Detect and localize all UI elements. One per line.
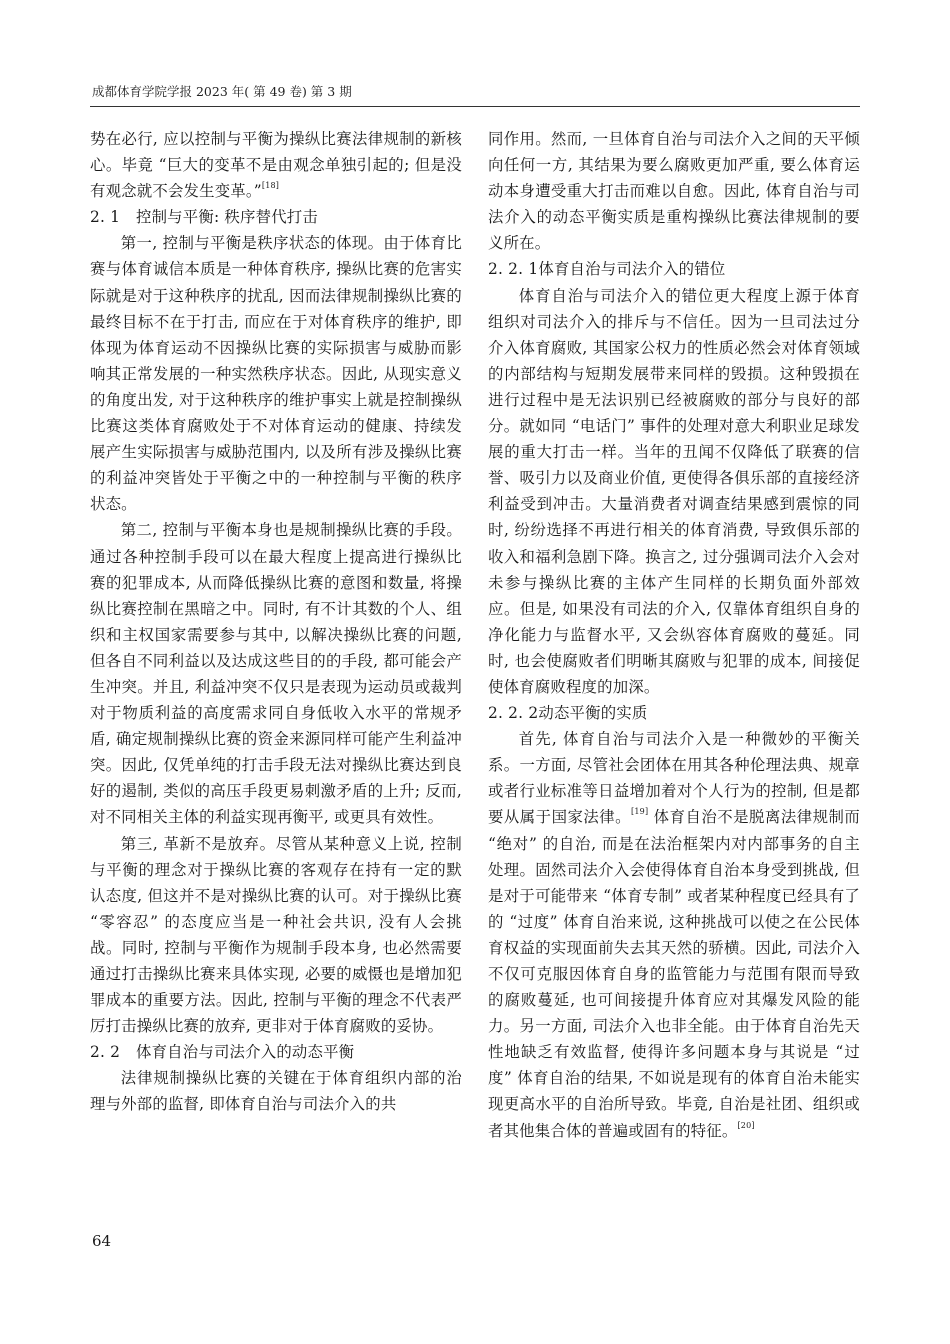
- journal-header: 成都体育学院学报 2023 年( 第 49 卷) 第 3 期: [92, 84, 352, 99]
- citation[interactable]: [19]: [631, 807, 649, 817]
- paragraph: 第三, 革新不是放弃。尽管从某种意义上说, 控制与平衡的理念对于操纵比赛的客观存在持有一定的默认态度, 但这并不是对操纵比赛的认可。对于操纵比赛 “零容忍” 的态度应当是一种社会共识, 没有人会挑战。同时, 控制与平衡作为规制手段本身, 也必然需要通过打击操纵比赛来具体实现, 必要的威慑也是增加犯罪成本的重要方法。因此, 控制与平衡的理念不代表严厉打击操纵比赛的放弃, 更非对于体育腐败的妥协。: [90, 834, 462, 1036]
- citation[interactable]: [18]: [261, 181, 280, 191]
- section-heading-2-1: 2. 1 控制与平衡: 秩序替代打击: [90, 208, 318, 227]
- citation[interactable]: [20]: [737, 1120, 755, 1130]
- paragraph: 首先, 体育自治与司法介入是一种微妙的平衡关系。一方面, 尽管社会团体在用其各种伦理法典、规章或者行业标准等日益增加着对个人行为的控制, 但是都要从属于国家法律。[19] 体育自治不是脱离法律规制而 “绝对” 的自治, 而是在法治框架内对内部事务的自主处理。固然司法介入会使得体育自治本身受到挑战, 但是对于可能带来 “体育专制” 或者某种程度已经具有了的 “过度” 体育自治来说, 这种挑战可以使之在公民体育权益的实现面前失去其天然的骄横。因此, 司法介入不仅可克服因体育自身的监管能力与范围有限而导致的腐败蔓延, 也可间接提升体育应对其爆发风险的能力。另一方面, 司法介入也非全能。由于体育自治先天性地缺乏有效监督, 使得许多问题本身与其说是 “过度” 体育自治的结果, 不如说是现有的体育自治未能实现更高水平的自治所导致。毕竟, 自治是社团、组织或者其他集合体的普遍或固有的特征。[20]: [488, 730, 860, 1140]
- section-heading-2-2-1: 2. 2. 1体育自治与司法介入的错位: [488, 260, 726, 279]
- page-number: 64: [92, 1232, 112, 1250]
- header-rule: [90, 106, 860, 107]
- paragraph: 法律规制操纵比赛的关键在于体育组织内部的治理与外部的监督, 即体育自治与司法介入的共: [90, 1069, 462, 1114]
- section-heading-2-2: 2. 2 体育自治与司法介入的动态平衡: [90, 1043, 355, 1062]
- left-column: [90, 126, 462, 1118]
- paragraph: 第一, 控制与平衡是秩序状态的体现。由于体育比赛与体育诚信本质是一种体育秩序, 操纵比赛的危害实际就是对于这种秩序的扰乱, 因而法律规制操纵比赛的最终目标不在于打击, 而应在于对体育秩序的维护, 即体现为体育运动不因操纵比赛的实际损害与威胁而影响其正常发展的一种实然秩序状态。因此, 从现实意义的角度出发, 对于这种秩序的维护事实上就是控制操纵比赛这类体育腐败处于不对体育运动的健康、持续发展产生实际损害与威胁范围内, 以及所有涉及操纵比赛的利益冲突皆处于平衡之中的一种控制与平衡的秩序状态。: [90, 234, 462, 514]
- paragraph: 第二, 控制与平衡本身也是规制操纵比赛的手段。通过各种控制手段可以在最大程度上提高进行操纵比赛的犯罪成本, 从而降低操纵比赛的意图和数量, 将操纵比赛控制在黑暗之中。同时, 有不计其数的个人、组织和主权国家需要参与其中, 以解决操纵比赛的问题, 但各自不同利益以及达成这些目的的手段, 都可能会产生冲突。并且, 利益冲突不仅只是表现为运动员或裁判对于物质利益的高度需求同自身低收入水平的常规矛盾, 确定规制操纵比赛的资金来源同样可能产生利益冲突。因此, 仅凭单纯的打击手段无法对操纵比赛达到良好的遏制, 类似的高压手段更易刺激矛盾的上升; 反而, 对不同相关主体的利益实现再衡平, 或更具有效性。: [90, 521, 462, 827]
- paragraph: 同作用。然而, 一旦体育自治与司法介入之间的天平倾向任何一方, 其结果为要么腐败更加严重, 要么体育运动本身遭受重大打击而难以自愈。因此, 体育自治与司法介入的动态平衡实质是重构操纵比赛法律规制的要义所在。: [488, 130, 860, 253]
- paragraph: 体育自治与司法介入的错位更大程度上源于体育组织对司法介入的排斥与不信任。因为一旦司法过分介入体育腐败, 其国家公权力的性质必然会对体育领域的内部结构与短期发展带来同样的毁损。这种毁损在进行过程中是无法识别已经被腐败的部分与良好的部分。就如同 “电话门” 事件的处理对意大利职业足球发展的重大打击一样。当年的丑闻不仅降低了联赛的信誉、吸引力以及商业价值, 更使得各俱乐部的直接经济利益受到冲击。大量消费者对调查结果感到震惊的同时, 纷纷选择不再进行相关的体育消费, 导致俱乐部的收入和福利急剧下降。换言之, 过分强调司法介入会对未参与操纵比赛的主体产生同样的长期负面外部效应。但是, 如果没有司法的介入, 仅靠体育组织自身的净化能力与监督水平, 又会纵容体育腐败的蔓延。同时, 也会使腐败者们明晰其腐败与犯罪的成本, 间接促使体育腐败程度的加深。: [488, 286, 860, 696]
- section-heading-2-2-2: 2. 2. 2动态平衡的实质: [488, 704, 648, 723]
- right-column: [488, 126, 860, 1144]
- paragraph: 势在必行, 应以控制与平衡为操纵比赛法律规制的新核心。毕竟 “巨大的变革不是由观念单独引起的; 但是没有观念就不会发生变革。”[18]: [90, 130, 462, 201]
